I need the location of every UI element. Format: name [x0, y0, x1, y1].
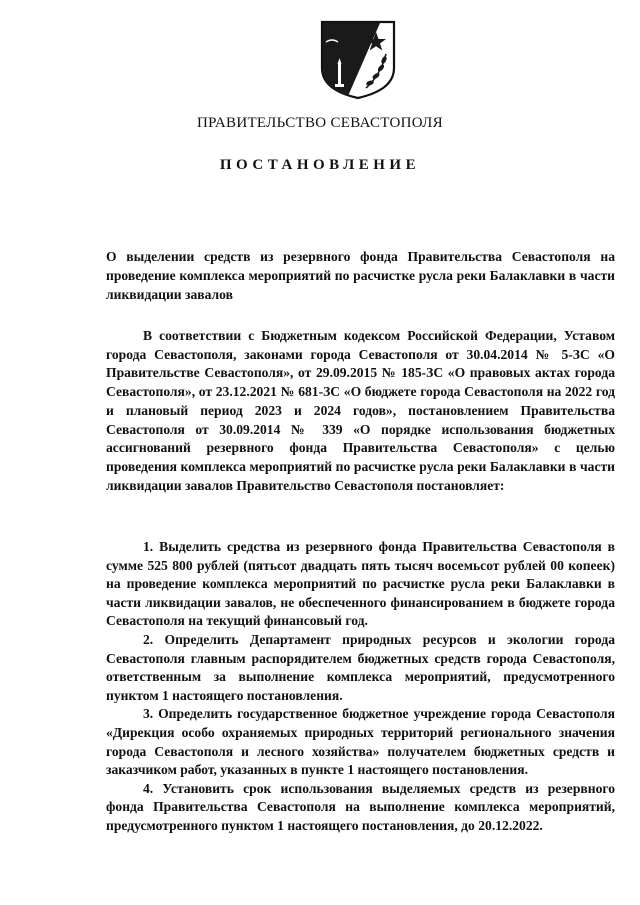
decision-item-1: 1. Выделить средства из резервного фонда Правительства Севастополя в сумме 525 800 рублей (пятьсот двадцать пять тысяч восемьсот рублей 00 копеек) на проведение комплекса мероприятий по расчистке русла реки Балаклавки в части ликвидации завалов, не обеспеченного финансированием в бюджете города Севастополя на текущий финансовый год.	[106, 539, 615, 629]
preamble-text: В соответствии с Бюджетным кодексом Российской Федерации, Уставом города Севастополя, законами города Севастополя от 30.04.2014 № 5-ЗС «О Правительстве Севастополя», от 29.09.2015 № 185-ЗС «О правовых актах города Севастополя», от 23.12.2021 № 681-ЗС «О бюджете города Севастополя на 2022 год и плановый период 2023 и 2024 годов», постановлением Правительства Севастополя от 30.09.2014 № 339 «О порядке использования бюджетных ассигнований резервного фонда Правительства Севастополя» с целью проведения комплекса мероприятий по расчистке русла реки Балаклавки в части ликвидации завалов Правительство Севастополя	[106, 328, 615, 493]
document-subject: О выделении средств из резервного фонда Правительства Севастополя на проведение комплекса мероприятий по расчистке русла реки Балаклавки в части ликвидации завалов	[106, 249, 615, 302]
decision-item-3: 3. Определить государственное бюджетное учреждение города Севастополя «Дирекция особо охраняемых природных территорий регионального значения города Севастополя и лесного хозяйства» получателем бюджетных средств и заказчиком работ, указанных в пункте 1 настоящего постановления.	[106, 706, 615, 778]
decision-item-4: 4. Установить срок использования выделяемых средств из резервного фонда Правительства Севастополя на выполнение комплекса мероприятий, предусмотренного пунктом 1 настоящего постановления, до 20.12.2022.	[106, 780, 615, 833]
sevastopol-coat-of-arms-icon	[318, 18, 398, 100]
decision-items	[106, 538, 615, 836]
decision-item-2: 2. Определить Департамент природных ресурсов и экологии города Севастополя главным распорядителем бюджетных средств города Севастополя, ответственным за выполнение комплекса мероприятий, предусмотренного пунктом 1 настоящего постановления.	[106, 631, 615, 703]
preamble	[106, 327, 615, 495]
organization-name: ПРАВИТЕЛЬСТВО СЕВАСТОПОЛЯ	[197, 115, 443, 131]
decision-word: постановляет:	[416, 477, 505, 493]
document-type: ПОСТАНОВЛЕНИЕ	[219, 157, 421, 173]
